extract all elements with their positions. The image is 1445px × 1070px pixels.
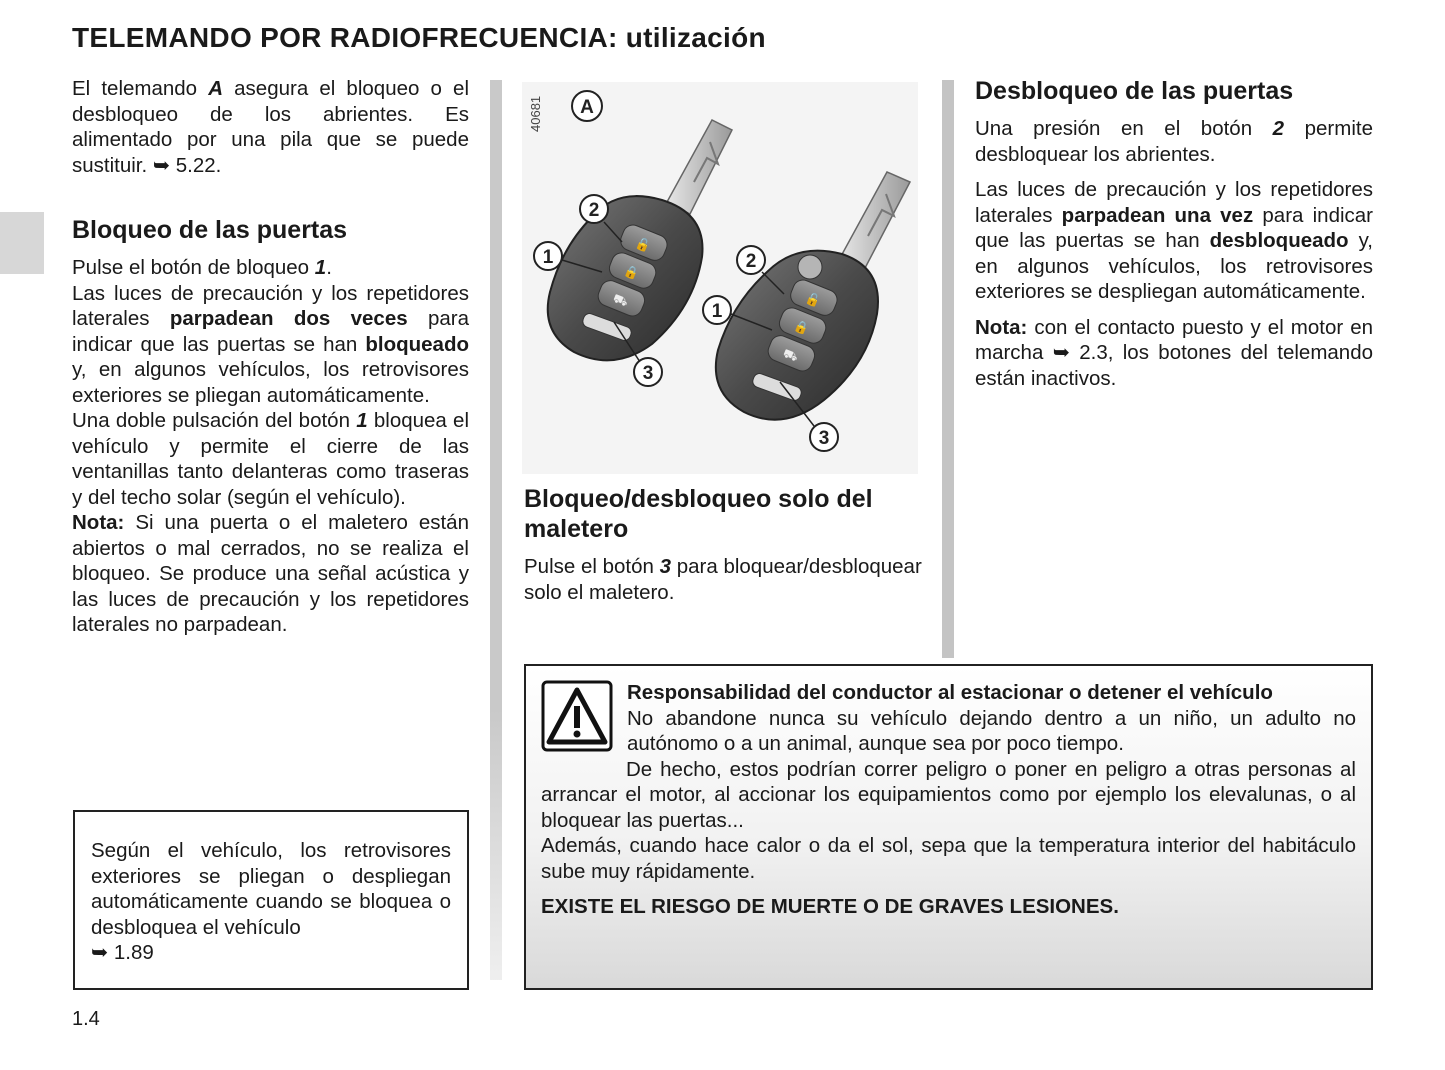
svg-text:🔒: 🔒 bbox=[622, 263, 642, 282]
svg-text:2: 2 bbox=[745, 251, 757, 272]
key-blade-1 bbox=[667, 120, 732, 214]
lock-section bbox=[72, 255, 469, 638]
warning-paragraph: De hecho, estos podrían correr peligro o poner en peligro a otras personas al arrancar el motor, al accionar los equipamientos como por ejemplo los elevalunas, o al bloquear las puertas... bbox=[541, 757, 1356, 832]
page-title: TELEMANDO POR RADIOFRECUENCIA: utilización bbox=[72, 22, 766, 53]
key-blade-2 bbox=[840, 172, 910, 270]
figure-code: 40681 bbox=[528, 95, 543, 132]
unlock-section bbox=[975, 116, 1373, 391]
section-tab bbox=[0, 212, 44, 274]
column-divider bbox=[942, 80, 954, 658]
double-press-paragraph: Una doble pulsación del botón 1 bloquea el vehículo y permite el cierre de las ventanillas tanto delanteras como traseras y del techo solar (según el vehículo). bbox=[72, 409, 470, 509]
warning-paragraph: Además, cuando hace calor o da el sol, sepa que la temperatura interior del habitáculo sube muy rápidamente. bbox=[541, 834, 1356, 883]
mirror-info-box: Según el vehículo, los retrovisores exteriores se pliegan o despliegan automáticamente cuando se bloquea o desbloquea el vehículo ➥ 1.89 bbox=[73, 810, 469, 990]
intro-paragraph: El telemando A asegura el bloqueo o el desbloqueo de los abrientes. Es alimentado por una pila que se puede sustituir. ➥ 5.22. bbox=[72, 77, 469, 177]
trunk-heading: Bloqueo/desbloqueo solo del maletero bbox=[524, 485, 873, 543]
warning-triangle-icon bbox=[541, 680, 613, 752]
lock-instruction: Pulse el botón de bloqueo 1. bbox=[72, 256, 332, 279]
svg-text:3: 3 bbox=[818, 428, 830, 449]
svg-text:1: 1 bbox=[542, 247, 554, 268]
svg-text:⛟: ⛟ bbox=[781, 345, 801, 365]
svg-text:3: 3 bbox=[642, 363, 654, 384]
unlock-note: Nota: con el contacto puesto y el motor en marcha ➥ 2.3, los botones del telemando están inactivos. bbox=[975, 315, 1373, 390]
figure-label-a bbox=[572, 91, 602, 121]
warning-title: Responsabilidad del conductor al estacionar o detener el vehículo bbox=[627, 681, 1273, 704]
lock-heading: Bloqueo de las puertas bbox=[72, 216, 348, 244]
remote-fob-1 bbox=[548, 196, 703, 360]
unlock-instruction: Una presión en el botón 2 permite desbloquear los abrientes. bbox=[975, 117, 1373, 166]
svg-text:🔒: 🔒 bbox=[792, 318, 812, 337]
unlock-lights-paragraph: Las luces de precaución y los repetidores laterales parpadean una vez para indicar que las puertas se han desbloqueado y, en algunos vehículos, los retrovisores exteriores se despliegan automáticamente. bbox=[975, 178, 1374, 303]
warning-box bbox=[524, 664, 1373, 990]
arrow-reference-icon: ➥ bbox=[152, 153, 171, 177]
lock-lights-paragraph: Las luces de precaución y los repetidores laterales parpadean dos veces para indicar que las puertas se han bloqueado y, en algunos vehículos, los retrovisores exteriores se pliegan automáticamente. bbox=[72, 281, 469, 407]
remote-fob-2 bbox=[716, 251, 878, 420]
arrow-reference-icon: ➥ bbox=[1052, 341, 1070, 364]
page-number: 1.4 bbox=[72, 1008, 100, 1030]
lock-note: Nota: Si una puerta o el maletero están abiertos o mal cerrados, no se realiza el bloqueo. Se produce una señal acústica y las luces de precaución y los repetidores laterales no parpadean. bbox=[72, 511, 469, 636]
svg-text:A: A bbox=[580, 97, 594, 118]
svg-text:🔓: 🔓 bbox=[803, 290, 823, 309]
column-divider bbox=[490, 80, 502, 980]
unlock-heading: Desbloqueo de las puertas bbox=[975, 77, 1294, 105]
trunk-paragraph: Pulse el botón 3 para bloquear/desbloquear solo el maletero. bbox=[524, 555, 922, 604]
warning-risk-statement: EXISTE EL RIESGO DE MUERTE O DE GRAVES LESIONES. bbox=[541, 895, 1119, 918]
arrow-reference-icon: ➥ bbox=[91, 941, 109, 964]
warning-paragraph: No abandone nunca su vehículo dejando dentro a un niño, un adulto no autónomo o a un animal, aunque sea por poco tiempo. bbox=[627, 706, 1356, 755]
remote-key-illustration bbox=[522, 82, 918, 474]
svg-text:2: 2 bbox=[588, 200, 600, 221]
svg-text:⛟: ⛟ bbox=[611, 290, 631, 310]
svg-text:1: 1 bbox=[711, 301, 723, 322]
svg-text:🔓: 🔓 bbox=[633, 235, 653, 254]
